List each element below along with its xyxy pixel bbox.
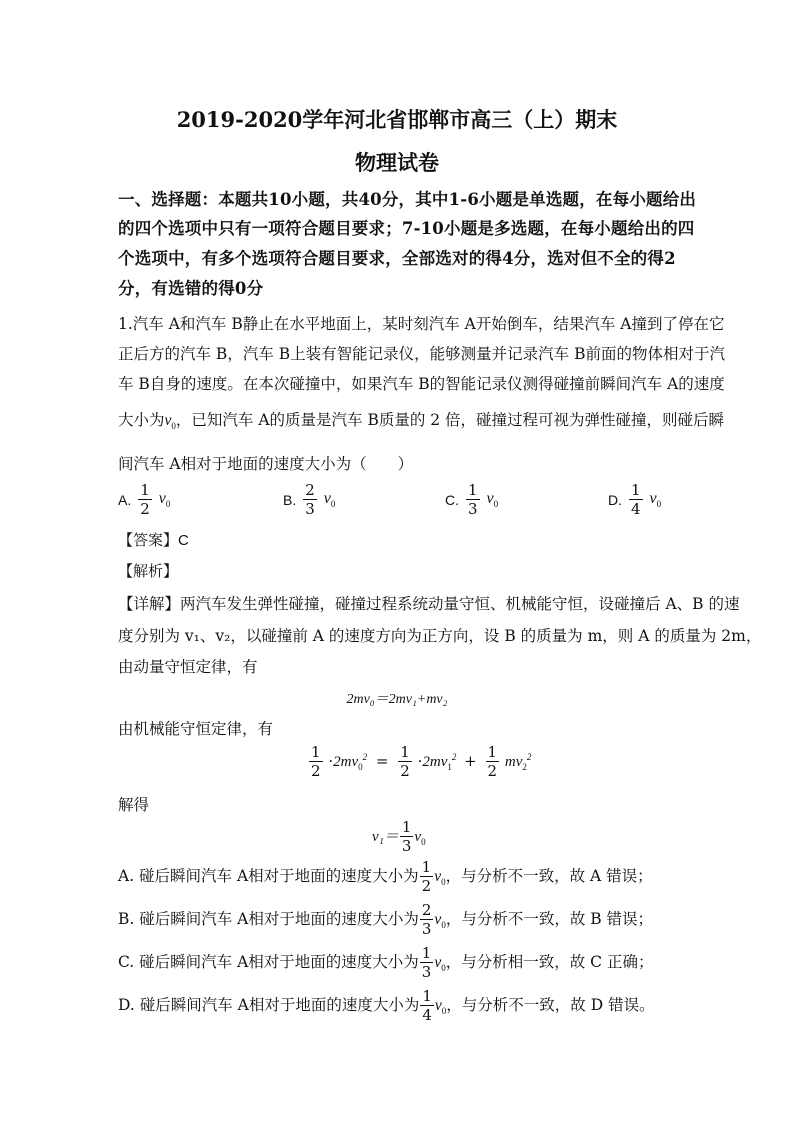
section-heading-line: 个选项中，有多个选项符合题目要求，全部选对的得4分，选对但不全的得2 [118, 249, 676, 268]
detail-tag: 【详解】 [118, 595, 181, 613]
option-d: D. $\frac{1}{4}$ $v_0$ [608, 481, 662, 518]
conclusion-d: D. 碰后瞬间汽车 A相对于地面的速度大小为 $\frac{1}{4}$ $v_0$，与分析不一致，故 D 错误。 [118, 987, 655, 1024]
momentum-equation: 2mv₀＝2mv₁+mv₂ [346, 692, 448, 707]
question-text-fragment: ，已知汽车 A的质量是汽车 B质量的 2 倍，碰撞过程可视为弹性碰撞，则碰后瞬 [175, 411, 725, 429]
option-a: A. $\frac{1}{2}$ $v_0$ [118, 481, 171, 518]
conclusion-c: C. 碰后瞬间汽车 A相对于地面的速度大小为 $\frac{1}{3}$ $v_0$，与分析相一致，故 C 正确； [118, 944, 654, 981]
section-heading-line: 一、选择题：本题共10小题，共40分，其中1-6小题是单选题，在每小题给出 [118, 190, 697, 209]
fraction: $\frac{1}{3}$ [468, 481, 478, 518]
page-subtitle: 物理试卷 [355, 150, 439, 175]
conclusion-a: A. 碰后瞬间汽车 A相对于地面的速度大小为 $\frac{1}{2}$ $v_0$，与分析不一致，故 A 错误； [118, 858, 653, 895]
detail-line: 由机械能守恒定律，有 [118, 720, 274, 738]
answer-line [118, 529, 189, 550]
answer-value: C [178, 532, 189, 549]
v0-symbol: $v_0$ [164, 412, 176, 432]
conclusion-b: B. 碰后瞬间汽车 A相对于地面的速度大小为 $\frac{2}{3}$ $v_0$，与分析不一致，故 B 错误； [118, 901, 654, 938]
energy-equation: $\frac{1}{2}$ $\cdot 2mv_0^2$ = $\frac{1}{2}$ $\cdot 2mv_1^2$ + $\frac{1}{2}$ $mv_2^2$ [311, 743, 532, 780]
question-text-line: 车 B自身的速度。在本次碰撞中，如果汽车 B的智能记录仪测得碰撞前瞬间汽车 A的速度 [118, 375, 725, 393]
question-text-line [118, 408, 724, 431]
option-c: C. $\frac{1}{3}$ $v_0$ [445, 481, 499, 518]
question-text-line: 正后方的汽车 B，汽车 B上装有智能记录仪，能够测量并记录汽车 B前面的物体相对于汽 [118, 345, 725, 363]
section-heading-line: 的四个选项中只有一项符合题目要求；7-10小题是多选题，在每小题给出的四 [118, 219, 695, 238]
detail-line: 度分别为 v₁、v₂，以碰撞前 A 的速度方向为正方向，设 B 的质量为 m，则 A 的质量为 2m， [118, 627, 762, 645]
fraction: $\frac{1}{4}$ [631, 481, 641, 518]
question-text-line: 间汽车 A相对于地面的速度大小为（ ） [118, 455, 414, 473]
section-heading-line: 分，有选错的得0分 [118, 279, 264, 298]
question-text-line: 1.汽车 A和汽车 B静止在水平地面上，某时刻汽车 A开始倒车，结果汽车 A撞到了停在它 [118, 315, 725, 333]
analysis-tag: 【解析】 [118, 562, 179, 580]
question-text-fragment: 大小为 [118, 411, 165, 429]
option-b: B. $\frac{2}{3}$ $v_0$ [283, 481, 336, 518]
solution-equation: v₁＝ $\frac{1}{3}$ $v_0$ [372, 818, 426, 855]
fraction: $\frac{2}{3}$ [305, 481, 315, 518]
detail-line: 【详解】两汽车发生弹性碰撞，碰撞过程系统动量守恒、机械能守恒，设碰撞后 A、B 的速 [118, 595, 740, 613]
page-title: 2019-2020学年河北省邯郸市高三（上）期末 [176, 107, 618, 132]
detail-line: 解得 [118, 796, 150, 814]
detail-line: 由动量守恒定律，有 [118, 658, 258, 676]
answer-tag: 【答案】 [118, 531, 179, 549]
fraction: $\frac{1}{2}$ [140, 481, 150, 518]
